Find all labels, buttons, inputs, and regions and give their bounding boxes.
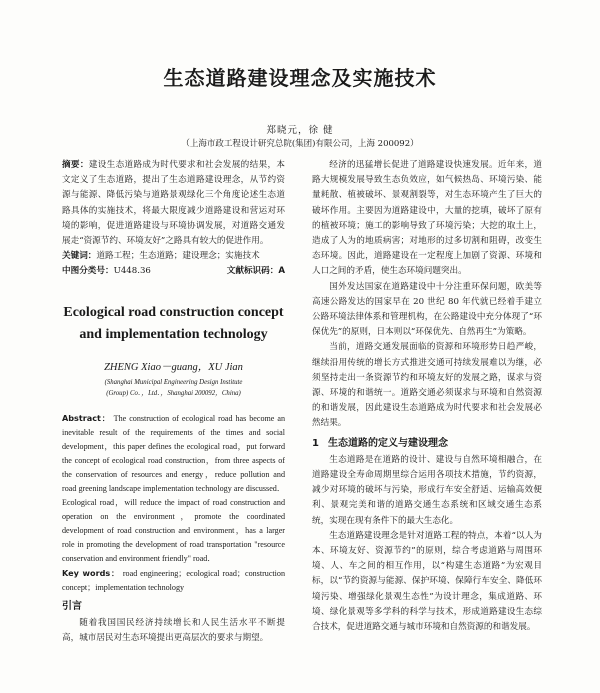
english-affiliation-line-2: (Group) Co．，Ltd．，Shanghai 200092，China) — [106, 389, 241, 397]
classification-line — [62, 264, 285, 279]
body-paragraph-5: 生态道路建设理念是针对道路工程的特点，本着“以人为本、环境友好、资源节约”的原则，综合考虑道路与周围环境、人、车之间的相互作用，以“构建生态道路”为宏观目标，以“节约资源与能源、保护环境、保障行车安全、降低环境污染、增强绿化景观生态性”为设计理念，集成道路、环境、绿化景观等多学科的科学与技术，形成道路建设生态综合技术，促进道路交通与城市环境和自然资源的和谐发展。 — [312, 530, 542, 633]
english-keywords — [62, 566, 285, 595]
english-keywords-text: road engineering；ecological road；construction concept；implementation technology — [62, 568, 286, 592]
cn-keywords-label: 关键词： — [62, 251, 97, 262]
clc-label: 中图分类号： — [62, 266, 114, 277]
english-authors: ZHENG Xiao－guang，XU Jian — [104, 361, 243, 373]
english-abstract-text: The construction of ecological road has become an inevitable result of the requirements of the times and social development，this paper defines the ecological road，put forward the concept of ecological road construction，from three aspects of the conservation of resources and energy，reduce pollution and road greening landscape implementation technology are discussed．Ecological road，will reduce the impact of road construction and operation on the environment，promote the coordinated development of road construction and environment，has a larger role in promoting the development of road transportation "resource conservation and environment friendly" road． — [62, 413, 285, 563]
cn-keywords-text: 道路工程；生态道路；建设理念；实施技术 — [96, 251, 260, 262]
english-title-line-1: Ecological road construction concept — [63, 304, 284, 320]
cn-abstract — [62, 158, 285, 249]
english-abstract-label: Abstract： — [62, 412, 111, 423]
body-paragraph-4: 生态道路是在道路的设计、建设与自然环境相融合，在道路建设全寿命周期里综合运用各项技术措施，节约资源，减少对环境的破坏与污染，形成行车安全舒适、运输高效便利、景观完美和谐的道路交通生态系统和区域交通生态系统，实现在现有条件下的最大生态化。 — [312, 454, 542, 526]
section-1-number: 1 — [312, 437, 319, 449]
paper-title: 生态道路建设理念及实施技术 — [163, 66, 437, 90]
body-paragraph-3: 当前，道路交通发展面临的资源和环境形势日趋严峻，继续沿用传统的增长方式推进交通可持续发展难以为继，必须坚持走出一条资源节约和环境友好的发展之路，谋求与资源、环境的和谐统一。道路交通必须谋求与环境和自然资源的和谐发展，因此建设生态道路成为时代要求和社会发展必然结果。 — [312, 342, 542, 429]
english-title-line-2: and implementation technology — [79, 326, 268, 342]
authors: 郑晓元，徐 健 — [266, 125, 334, 136]
cn-abstract-label: 摘要： — [62, 160, 89, 170]
intro-section — [62, 616, 285, 646]
english-affiliation-line-1: (Shanghai Municipal Engineering Design Institute — [104, 378, 243, 386]
english-affiliation — [62, 377, 285, 399]
english-title — [62, 302, 285, 346]
affiliation: （上海市政工程设计研究总院(集团)有限公司，上海 200092） — [181, 139, 419, 149]
intro-paragraph: 随着我国国民经济持续增长和人民生活水平不断提高，城市居民对生态环境提出更高层次的要求与期望。 — [62, 618, 285, 644]
cn-abstract-text: 建设生态道路成为时代要求和社会发展的结果，本文定义了生态道路，提出了生态道路建设理念，从节约资源与能源、降低污染与道路景观绿化三个角度论述生态道路具体的实施技术，将最大限度减少道路建设和营运对环境的影响，促进道路建设与环境协调发展，对道路交通发展走“资源节约、环境友好”之路具有较大的促进作用。 — [62, 160, 285, 247]
left-column — [62, 158, 285, 646]
intro-heading: 引言 — [62, 600, 82, 612]
doc-code-label: 文献标识码： — [226, 266, 279, 277]
body-paragraph-1: 经济的迅猛增长促进了道路建设快速发展。近年来，道路大规模发展导致生态负效应，如气候热岛、环境污染、能量耗散、植被破坏、景观割裂等，对生态环境产生了巨大的破坏作用。主要因为道路建设中，大量的挖填，破坏了原有的植被环境；施工的影响导致了环境污染；大挖的取土上，造成了人为的地质病害；对地形的过多切割和阻碍，改变生态环境。因此，道路建设在一定程度上加剧了资源、环境和人口之间的矛盾，使生态环境问题突出。 — [312, 160, 542, 277]
body-paragraph-2: 国外发达国家在道路建设中十分注重环保问题，欧美等高速公路发达的国家早在 20 世纪 80 年代就已经着手建立公路环境法律体系和管理机构，在公路建设中充分体现了“环保优先”的原则，日本则以“环保优先、自然再生”为策略。 — [312, 281, 542, 338]
section-1-heading — [312, 436, 542, 451]
right-column — [312, 158, 542, 635]
clc-value: U448.36 — [113, 266, 151, 277]
doc-code-value: A — [278, 266, 285, 277]
english-keywords-label: Key words： — [62, 567, 120, 578]
english-abstract — [62, 411, 285, 566]
section-1-title: 生态道路的定义与建设理念 — [328, 437, 448, 449]
cn-keywords — [62, 249, 285, 264]
